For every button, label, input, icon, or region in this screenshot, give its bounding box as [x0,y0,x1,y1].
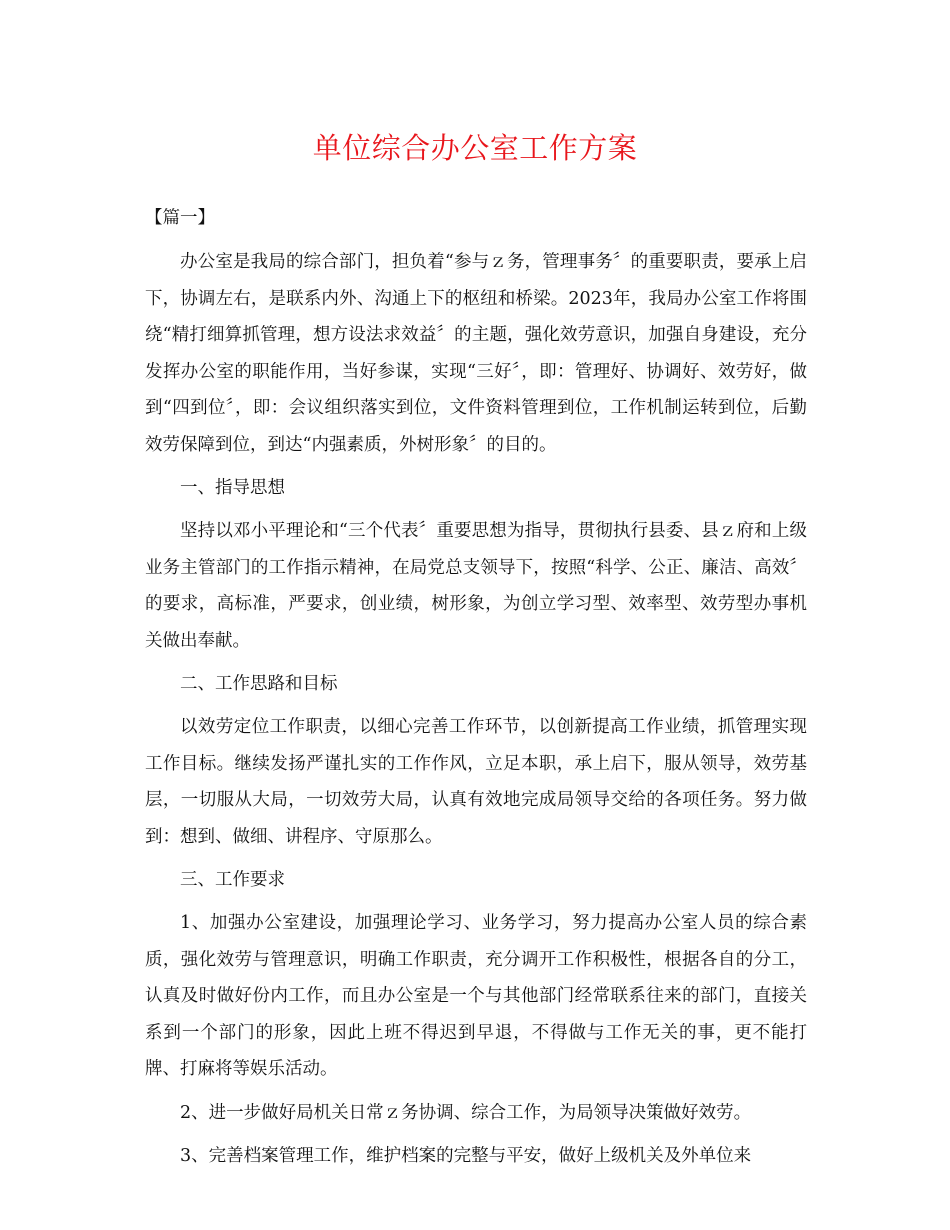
section-heading-work-ideas-goals: 二、工作思路和目标 [180,674,338,694]
section-heading-guiding-ideology: 一、指导思想 [180,478,285,498]
intro-paragraph: 办公室是我局的综合部门，担负着“参与ｚ务，管理事务〞的重要职责，要承上启下，协调左右，是联系内外、沟通上下的枢纽和桥梁。2023年，我局办公室工作将围绕“精打细算抓管理，想方设法求效益〞的主题，强化效劳意识，加强自身建设，充分发挥办公室的职能作用，当好参谋，实现“三好〞，即：管理好、协调好、效劳好，做到“四到位〞，即：会议组织落实到位，文件资料管理到位，工作机制运转到位，后勤效劳保障到位，到达“内强素质，外树形象〞的目的。 [145,252,807,455]
requirement-item-2: 2、进一步做好局机关日常ｚ务协调、综合工作，为局领导决策做好效劳。 [180,1102,752,1123]
document-body [145,200,807,1182]
section-paragraph-guiding-ideology: 坚持以邓小平理论和“三个代表〞重要思想为指导，贯彻执行县委、县ｚ府和上级业务主管部门的工作指示精神，在局党总支领导下，按照“科学、公正、廉洁、高效〞的要求，高标准，严要求，创业绩，树形象，为创立学习型、效率型、效劳型办事机关做出奉献。 [145,521,807,651]
section-heading-work-requirements: 三、工作要求 [180,870,285,890]
section-paragraph-work-ideas-goals: 以效劳定位工作职责，以细心完善工作环节，以创新提高工作业绩，抓管理实现工作目标。继续发扬严谨扎实的工作作风，立足本职，承上启下，服从领导，效劳基层，一切服从大局，一切效劳大局，认真有效地完成局领导交给的各项任务。努力做到：想到、做细、讲程序、守原那么。 [145,717,807,847]
requirement-item-1: 1、加强办公室建设，加强理论学习、业务学习，努力提高办公室人员的综合素质，强化效劳与管理意识，明确工作职责，充分调开工作积极性，根据各自的分工，认真及时做好份内工作，而且办公室是一个与其他部门经常联系往来的部门，直接关系到一个部门的形象，因此上班不得迟到早退，不得做与工作无关的事，更不能打牌、打麻将等娱乐活动。 [145,913,807,1079]
requirement-item-3: 3、完善档案管理工作，维护档案的完整与平安，做好上级机关及外单位来 [180,1146,752,1166]
document-title: 单位综合办公室工作方案 [312,131,638,165]
part-label: 【篇一】 [145,208,215,228]
